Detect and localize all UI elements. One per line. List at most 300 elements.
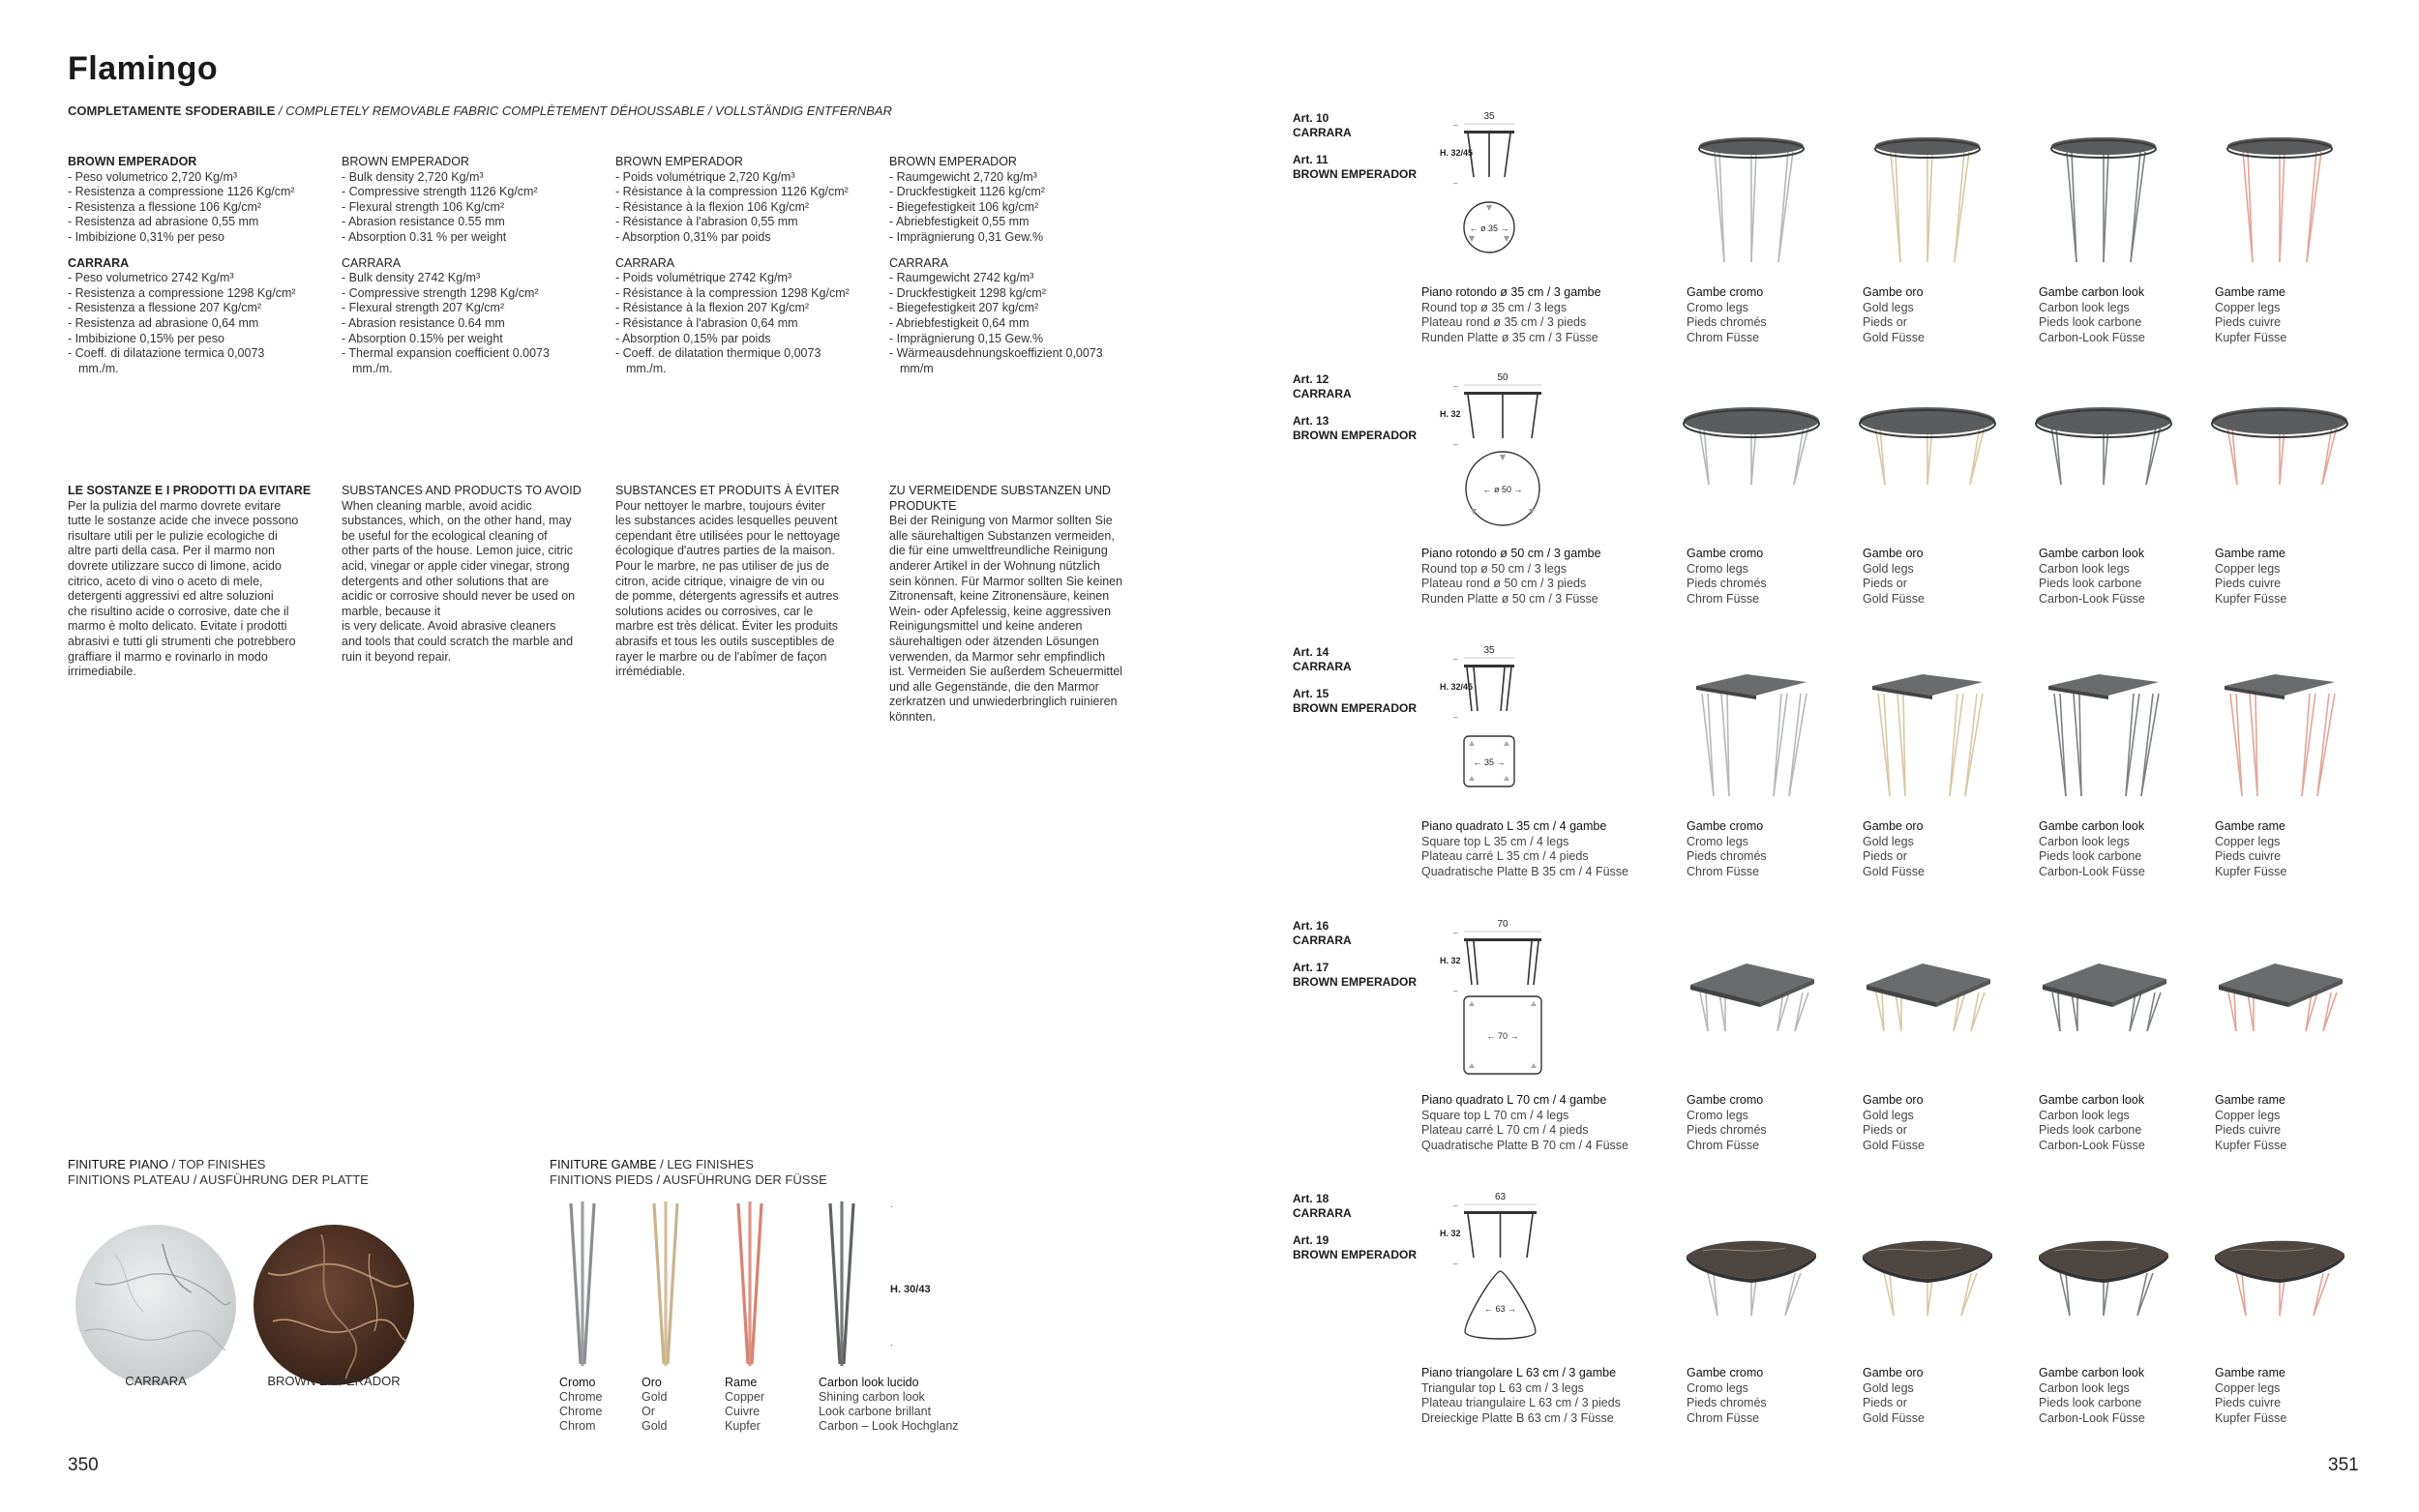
leg-option-translation: Kupfer Füsse [2215,864,2287,878]
leg-option-translation: Gold Füsse [1863,330,1925,344]
spec-block-0 [615,155,877,246]
leg-option-translation: Gold legs [1863,834,1914,848]
spec-line: mm/m [900,361,934,375]
product-description [1421,819,1628,879]
svg-text:–: – [1453,987,1458,995]
leg-option-translation: Carbon-Look Füsse [2039,1410,2145,1425]
svg-text:–: – [1453,929,1458,937]
leg-option-translation: Carbon-Look Füsse [2039,330,2145,344]
description-line: Piano quadrato L 70 cm / 4 gambe [1421,1093,1607,1107]
leg-finishes-image [542,1200,910,1374]
top-finishes-title-line2: FINITIONS PLATEAU / AUSFÜHRUNG DER PLATTE [68,1172,369,1187]
spec-line: - Resistenza a compressione 1298 Kg/cm² [68,285,296,300]
spec-line: - Bulk density 2,720 Kg/m³ [342,169,484,184]
spec-block-title: CARRARA [615,255,675,270]
spec-line: - Raumgewicht 2742 kg/m³ [889,271,1034,285]
width-dimension: 70 [1497,919,1508,930]
leg-option-translation: Kupfer Füsse [2215,1138,2287,1152]
care-line: citron, acide citrique, vinaigre de vin ou [615,574,825,588]
table-photo-2 [2031,378,2176,533]
leg-option-translation: Pieds or [1863,315,1907,329]
leg-option-translation: Gold legs [1863,1380,1914,1395]
leg-option-translation: Copper legs [2215,834,2281,848]
article-codes [1293,111,1438,181]
leg-finishes-header [550,1157,827,1188]
leg-option-translation: Chrom Füsse [1687,864,1760,878]
care-line: graffiare il marmo e rovinarlo in modo [68,649,268,664]
spec-line: - Abriebfestigkeit 0,64 mm [889,315,1030,330]
leg-finish-translation: Kupfer [725,1419,761,1433]
table-photo-0 [1679,925,1824,1080]
leg-option-translation: Carbon look legs [2039,1108,2130,1122]
leg-option-name: Gambe carbon look [2039,285,2145,299]
spec-line: - Résistance à la flexion 207 Kg/cm² [615,301,810,315]
description-line: Runden Platte ø 50 cm / 3 Füsse [1421,591,1598,606]
leg-option-translation: Pieds chromés [1687,577,1767,590]
spec-line: - Raumgewicht 2,720 kg/m³ [889,169,1037,184]
spec-block-1 [342,256,603,377]
care-line: säurehaltigen oder ätzenden Lösungen [889,634,1099,648]
article-codes [1293,372,1438,442]
article-codes [1293,1192,1438,1261]
leg-option-translation: Gold Füsse [1863,1138,1925,1152]
spec-line: - Wärmeausdehnungskoeffizient 0,0073 [889,346,1103,361]
spec-line: - Resistenza a flessione 207 Kg/cm² [68,301,262,315]
care-line: abrasivi e tutti gli strumenti che potrebbero [68,634,296,648]
technical-drawing [1440,643,1561,808]
description-line: Square top L 70 cm / 4 legs [1421,1108,1569,1122]
spec-line: - Resistenza a compressione 1126 Kg/cm² [68,185,295,199]
leg-finish-name: Oro [642,1376,662,1389]
description-line: Round top ø 35 cm / 3 legs [1421,300,1568,314]
spec-block-0 [68,155,329,246]
article-number: Art. 19 [1293,1233,1329,1247]
leg-option-name: Gambe oro [1863,547,1924,560]
description-line: Piano quadrato L 35 cm / 4 gambe [1421,819,1607,833]
spec-line: - Abriebfestigkeit 0,55 mm [889,215,1030,229]
leg-height-top-mark: · [890,1201,894,1212]
product-description [1421,1093,1628,1153]
subtitle [68,104,892,118]
care-column-0 [68,484,334,680]
leg-option-translation: Pieds look carbone [2039,849,2142,863]
spec-line: - Druckfestigkeit 1126 kg/cm² [889,185,1045,199]
leg-option-translation: Carbon look legs [2039,561,2130,576]
leg-finish-translation: Or [642,1405,655,1418]
leg-finish-name: Carbon look lucido [819,1376,919,1389]
table-photo-0 [1679,117,1824,272]
leg-option-label [1863,1093,1925,1153]
description-line: Triangular top L 63 cm / 3 legs [1421,1380,1584,1395]
leg-finish-translation: Chrome [559,1390,603,1404]
care-line: verwenden, da Marmor sehr empfindlich [889,649,1106,664]
spec-column-it [68,155,329,387]
svg-text:–: – [1453,382,1458,391]
leg-option-name: Gambe rame [2215,1093,2285,1107]
spec-line: - Peso volumetrico 2,720 Kg/m³ [68,169,238,184]
spec-line: - Thermal expansion coefficient 0.0073 [342,346,550,361]
spec-line: - Abrasion resistance 0.64 mm [342,315,505,330]
spec-line: - Résistance à la flexion 106 Kg/cm² [615,199,810,214]
care-line: de pomme, détergents agressifs et autres [615,589,839,604]
article-finish: CARRARA [1293,1205,1352,1220]
subtitle-bold: COMPLETAMENTE SFODERABILE [68,104,276,118]
care-line: anderer Artikel in der Wohnung nützlich [889,558,1100,573]
article-finish: BROWN EMPERADOR [1293,428,1417,442]
table-photo-2 [2031,651,2176,806]
spec-line: - Compressive strength 1298 Kg/cm² [342,285,539,300]
spec-line: - Poids volumétrique 2,720 Kg/m³ [615,169,795,184]
spec-line: mm./m. [626,361,667,375]
spec-block-0 [889,155,1150,246]
leg-option-translation: Pieds look carbone [2039,577,2142,590]
leg-sample-3 [830,1201,853,1366]
care-line: detergents and other solutions that are [342,574,550,588]
height-dimension: H. 32 [1440,409,1461,419]
leg-option-translation: Pieds chromés [1687,849,1767,863]
leg-option-translation: Pieds look carbone [2039,1396,2142,1409]
care-line: be useful for the ecological cleaning of [342,528,548,543]
description-line: Plateau carré L 35 cm / 4 pieds [1421,849,1589,863]
leg-option-label [1863,547,1925,607]
leg-option-translation: Chrom Füsse [1687,1138,1760,1152]
article-number: Art. 10 [1293,111,1329,125]
care-line: acidic or corrosive should never be used on [342,589,576,604]
leg-finish-label-0 [559,1376,602,1434]
leg-option-name: Gambe rame [2215,1366,2285,1379]
width-dimension: 35 [1483,645,1495,656]
article-number: Art. 16 [1293,919,1329,933]
product-description [1421,285,1601,345]
care-title: SUBSTANCES ET PRODUITS À ÉVITER [615,484,840,497]
spec-block-title: CARRARA [342,255,402,270]
leg-option-translation: Pieds chromés [1687,1396,1767,1409]
leg-option-name: Gambe carbon look [2039,547,2145,560]
leg-option-label [2039,1366,2145,1426]
carrara-swatch [75,1225,236,1385]
leg-finish-translation: Shining carbon look [819,1390,925,1404]
leg-option-translation: Gold legs [1863,1108,1914,1122]
care-title: SUBSTANCES AND PRODUCTS TO AVOID [342,484,582,497]
plan-dimension: ← 35 → [1473,757,1506,767]
spec-line: - Peso volumetrico 2742 Kg/m³ [68,271,234,285]
spec-line: - Résistance à la compression 1126 Kg/cm² [615,185,849,199]
brown-emperador-swatch [254,1225,414,1385]
width-dimension: 35 [1483,111,1495,122]
leg-option-translation: Pieds cuivre [2215,577,2282,590]
article-finish: BROWN EMPERADOR [1293,974,1417,989]
leg-option-label [2215,547,2286,607]
care-line: substances, which, on the other hand, may [342,514,572,528]
leg-option-name: Gambe carbon look [2039,819,2145,833]
care-column-1 [342,484,608,665]
care-line: könnten. [889,709,936,724]
care-title-line2: PRODUKTE [889,498,957,513]
table-photo-3 [2207,378,2352,533]
care-line: citrico, aceto di vino o aceto di mele, [68,574,263,588]
leg-option-label [2039,547,2145,607]
leg-option-translation: Pieds or [1863,1123,1907,1137]
description-line: Piano triangolare L 63 cm / 3 gambe [1421,1366,1617,1379]
article-number: Art. 13 [1293,414,1329,428]
leg-option-translation: Gold legs [1863,561,1914,576]
leg-option-translation: Chrom Füsse [1687,330,1760,344]
care-line: rayer le marbre ou de l'abîmer de façon [615,649,827,664]
leg-finish-translation: Carbon – Look Hochglanz [819,1419,959,1433]
leg-option-name: Gambe rame [2215,819,2285,833]
leg-option-label [1687,1366,1767,1426]
care-line: marbre est très délicat. Éviter les produits [615,619,838,634]
page-title: Flamingo [68,50,219,87]
table-photo-1 [1855,925,2000,1080]
leg-option-name: Gambe cromo [1687,1366,1764,1379]
width-dimension: 63 [1494,1192,1507,1202]
leg-option-translation: Cromo legs [1687,834,1748,848]
table-photo-0 [1679,378,1824,533]
spec-column-en [342,155,603,387]
spec-block-1 [889,256,1150,377]
spec-block-title: BROWN EMPERADOR [615,155,743,168]
leg-option-translation: Pieds or [1863,1396,1907,1409]
spec-block-title: BROWN EMPERADOR [342,155,469,168]
leg-finish-translation: Chrom [559,1419,596,1433]
leg-option-label [2039,285,2145,345]
spec-block-title: BROWN EMPERADOR [889,155,1017,168]
care-title: LE SOSTANZE E I PRODOTTI DA EVITARE [68,484,312,497]
article-number: Art. 11 [1293,153,1329,166]
leg-option-label [2039,1093,2145,1153]
svg-text:–: – [1453,655,1458,664]
table-photo-3 [2207,117,2352,272]
plan-dimension: ← ø 50 → [1482,485,1523,494]
care-line: marble, because it [342,604,441,618]
spec-line: mm./m. [352,361,393,375]
leg-option-translation: Pieds chromés [1687,1123,1767,1137]
svg-text:–: – [1453,1260,1458,1268]
spec-block-1 [68,256,329,377]
article-finish: BROWN EMPERADOR [1293,166,1417,181]
leg-option-translation: Gold Füsse [1863,864,1925,878]
article-codes [1293,645,1438,715]
leg-finish-name: Cromo [559,1376,596,1389]
leg-finish-translation: Chrome [559,1405,603,1418]
leg-option-name: Gambe oro [1863,1366,1924,1379]
spec-line: - Absorption 0.31 % per weight [342,229,507,244]
leg-option-translation: Cromo legs [1687,1380,1748,1395]
care-line: Zitronensaft, keine Zitronensäure, keinen [889,589,1110,604]
care-line: die für eine umweltfreundliche Reinigung [889,544,1108,558]
table-photo-2 [2031,925,2176,1080]
spec-line: - Poids volumétrique 2742 Kg/m³ [615,271,792,285]
spec-line: - Resistenza ad abrasione 0,55 mm [68,215,259,229]
leg-option-translation: Cromo legs [1687,300,1748,314]
description-line: Piano rotondo ø 35 cm / 3 gambe [1421,285,1601,299]
spec-block-0 [342,155,603,246]
description-line: Piano rotondo ø 50 cm / 3 gambe [1421,547,1601,560]
spec-line: - Résistance à l'abrasion 0,55 mm [615,215,798,229]
spec-line: - Biegefestigkeit 106 kg/cm² [889,199,1039,214]
spec-line: - Résistance à la compression 1298 Kg/cm² [615,285,850,300]
leg-option-label [2215,1366,2286,1426]
spec-line: - Absorption 0,31% par poids [615,229,771,244]
care-line: When cleaning marble, avoid acidic [342,498,532,513]
leg-finish-translation: Gold [642,1390,668,1404]
care-column-2 [615,484,881,680]
table-photo-2 [2031,1198,2176,1352]
care-line: abrasifs et tous les outils susceptibles de [615,634,835,648]
subtitle-rest: / COMPLETELY REMOVABLE FABRIC COMPLÈTEMENT DÉHOUSSABLE / VOLLSTÄNDIG ENTFERNBAR [275,104,892,118]
spec-line: - Flexural strength 207 Kg/cm² [342,301,505,315]
leg-option-label [2215,285,2286,345]
table-photo-3 [2207,651,2352,806]
leg-option-name: Gambe cromo [1687,1093,1764,1107]
leg-option-label [2215,1093,2286,1153]
spec-line: - Résistance à l'abrasion 0,64 mm [615,315,798,330]
leg-option-translation: Carbon-Look Füsse [2039,864,2145,878]
leg-sample-0 [571,1201,594,1366]
leg-option-translation: Pieds or [1863,577,1907,590]
leg-sample-1 [654,1201,677,1366]
care-line: Wein- oder Apfelessig, keine aggressiven [889,604,1112,618]
spec-line: - Abrasion resistance 0.55 mm [342,215,505,229]
care-line: detergenti aggressivi ed altre soluzioni [68,589,274,604]
leg-sample-2 [738,1201,762,1366]
leg-option-translation: Gold Füsse [1863,1410,1925,1425]
care-line: alle säurehaltigen Substanzen vermeiden, [889,528,1115,543]
care-line: und alle Gegenstände, die den Marmor [889,679,1099,694]
table-photo-0 [1679,1198,1824,1352]
leg-option-translation: Gold Füsse [1863,591,1925,606]
technical-drawing [1440,1190,1561,1354]
leg-option-translation: Pieds look carbone [2039,1123,2142,1137]
care-line: Reinigungsmittel und keine anderen [889,619,1083,634]
table-photo-3 [2207,925,2352,1080]
leg-option-translation: Copper legs [2215,561,2281,576]
svg-text:–: – [1453,121,1458,130]
article-finish: CARRARA [1293,386,1352,400]
description-line: Round top ø 50 cm / 3 legs [1421,561,1568,576]
leg-option-translation: Gold legs [1863,300,1914,314]
care-line: Pour nettoyer le marbre, toujours éviter [615,498,825,513]
plan-dimension: ← 63 → [1483,1304,1517,1314]
description-line: Quadratische Platte B 35 cm / 4 Füsse [1421,864,1628,878]
leg-option-name: Gambe oro [1863,285,1924,299]
carrara-label: CARRARA [125,1374,187,1388]
page-number-left: 350 [68,1455,99,1475]
care-line: écologique d'autres parties de la maison. [615,544,835,558]
leg-option-translation: Pieds cuivre [2215,849,2282,863]
article-finish: CARRARA [1293,933,1352,947]
height-dimension: H. 32 [1440,1229,1461,1238]
leg-option-label [1863,819,1925,879]
leg-option-translation: Carbon look legs [2039,834,2130,848]
care-line: risultare utili per le pulizie ecologiche di [68,528,278,543]
care-title: ZU VERMEIDENDE SUBSTANZEN UND [889,484,1111,497]
care-line: is very delicate. Avoid abrasive cleaners [342,619,556,634]
description-line: Quadratische Platte B 70 cm / 4 Füsse [1421,1138,1628,1152]
article-number: Art. 17 [1293,961,1329,974]
care-line: and tools that could scratch the marble and [342,634,574,648]
care-column-3 [889,484,1155,726]
spec-line: - Imbibizione 0,15% per peso [68,331,224,345]
leg-option-name: Gambe carbon look [2039,1093,2145,1107]
brown-emperador-marble-image [254,1225,414,1385]
leg-option-translation: Copper legs [2215,1380,2281,1395]
care-line: marmo è molto delicato. Evitate i prodotti [68,619,287,634]
care-line: dovrete utilizzare succo di limone, acido [68,558,282,573]
leg-finish-translation: Copper [725,1390,764,1404]
table-photo-1 [1855,651,2000,806]
technical-drawing [1440,109,1561,274]
spec-line: - Resistenza ad abrasione 0,64 mm [68,315,259,330]
article-finish: CARRARA [1293,659,1352,673]
article-number: Art. 18 [1293,1192,1329,1205]
leg-finish-label-2 [725,1376,764,1434]
leg-option-translation: Cromo legs [1687,561,1748,576]
spec-line: - Coeff. de dilatation thermique 0,0073 [615,346,821,361]
plan-dimension: ← ø 35 → [1469,223,1509,233]
technical-drawing [1440,917,1561,1082]
leg-option-translation: Carbon-Look Füsse [2039,1138,2145,1152]
care-line: acid, vinegar or apple cider vinegar, strong [342,558,570,573]
leg-option-translation: Kupfer Füsse [2215,330,2287,344]
top-finishes-title-rest: / TOP FINISHES [168,1157,266,1171]
height-dimension: H. 32/45 [1440,148,1474,158]
leg-option-label [1687,547,1767,607]
care-line: Pour le marbre, ne pas utiliser de jus de [615,558,829,573]
article-finish: CARRARA [1293,125,1352,139]
leg-option-label [1687,1093,1767,1153]
leg-option-name: Gambe rame [2215,285,2285,299]
spec-line: - Biegefestigkeit 207 kg/cm² [889,301,1039,315]
leg-option-label [1863,285,1925,345]
care-line: sein können. Für Marmor sollten Sie keinen [889,574,1123,588]
description-line: Plateau triangulaire L 63 cm / 3 pieds [1421,1396,1621,1409]
description-line: Plateau rond ø 50 cm / 3 pieds [1421,577,1587,590]
leg-option-name: Gambe cromo [1687,285,1764,299]
description-line: Plateau rond ø 35 cm / 3 pieds [1421,315,1587,329]
leg-option-translation: Chrom Füsse [1687,1410,1760,1425]
leg-option-translation: Carbon look legs [2039,1380,2130,1395]
carrara-marble-image [75,1225,236,1385]
spec-line: mm./m. [78,361,119,375]
leg-finish-name: Rame [725,1376,758,1389]
care-line: zerkratzen und unwiederbringlich ruinieren [889,695,1118,709]
leg-finish-label-3 [819,1376,959,1434]
top-finishes-header [68,1157,369,1188]
care-line: Bei der Reinigung von Marmor sollten Sie [889,514,1113,528]
article-finish: BROWN EMPERADOR [1293,700,1417,715]
leg-option-label [1687,285,1767,345]
svg-text:–: – [1453,1201,1458,1210]
plan-dimension: ← 70 → [1486,1031,1519,1041]
article-number: Art. 14 [1293,645,1329,659]
spec-block-title: BROWN EMPERADOR [68,155,197,168]
leg-option-name: Gambe oro [1863,1093,1924,1107]
leg-option-translation: Cromo legs [1687,1108,1748,1122]
leg-option-translation: Chrom Füsse [1687,591,1760,606]
spec-column-de [889,155,1150,387]
leg-option-translation: Kupfer Füsse [2215,1410,2287,1425]
svg-text:–: – [1453,179,1458,188]
table-photo-1 [1855,117,2000,272]
svg-text:–: – [1453,713,1458,722]
height-dimension: H. 32/45 [1440,682,1474,692]
care-line: ist. Vermeiden Sie außerdem Scheuermittel [889,665,1123,679]
table-photo-3 [2207,1198,2352,1352]
care-line: solutions acides ou corrosives, car le [615,604,814,618]
care-line: che risultino acide o corrosive, date che il [68,604,289,618]
